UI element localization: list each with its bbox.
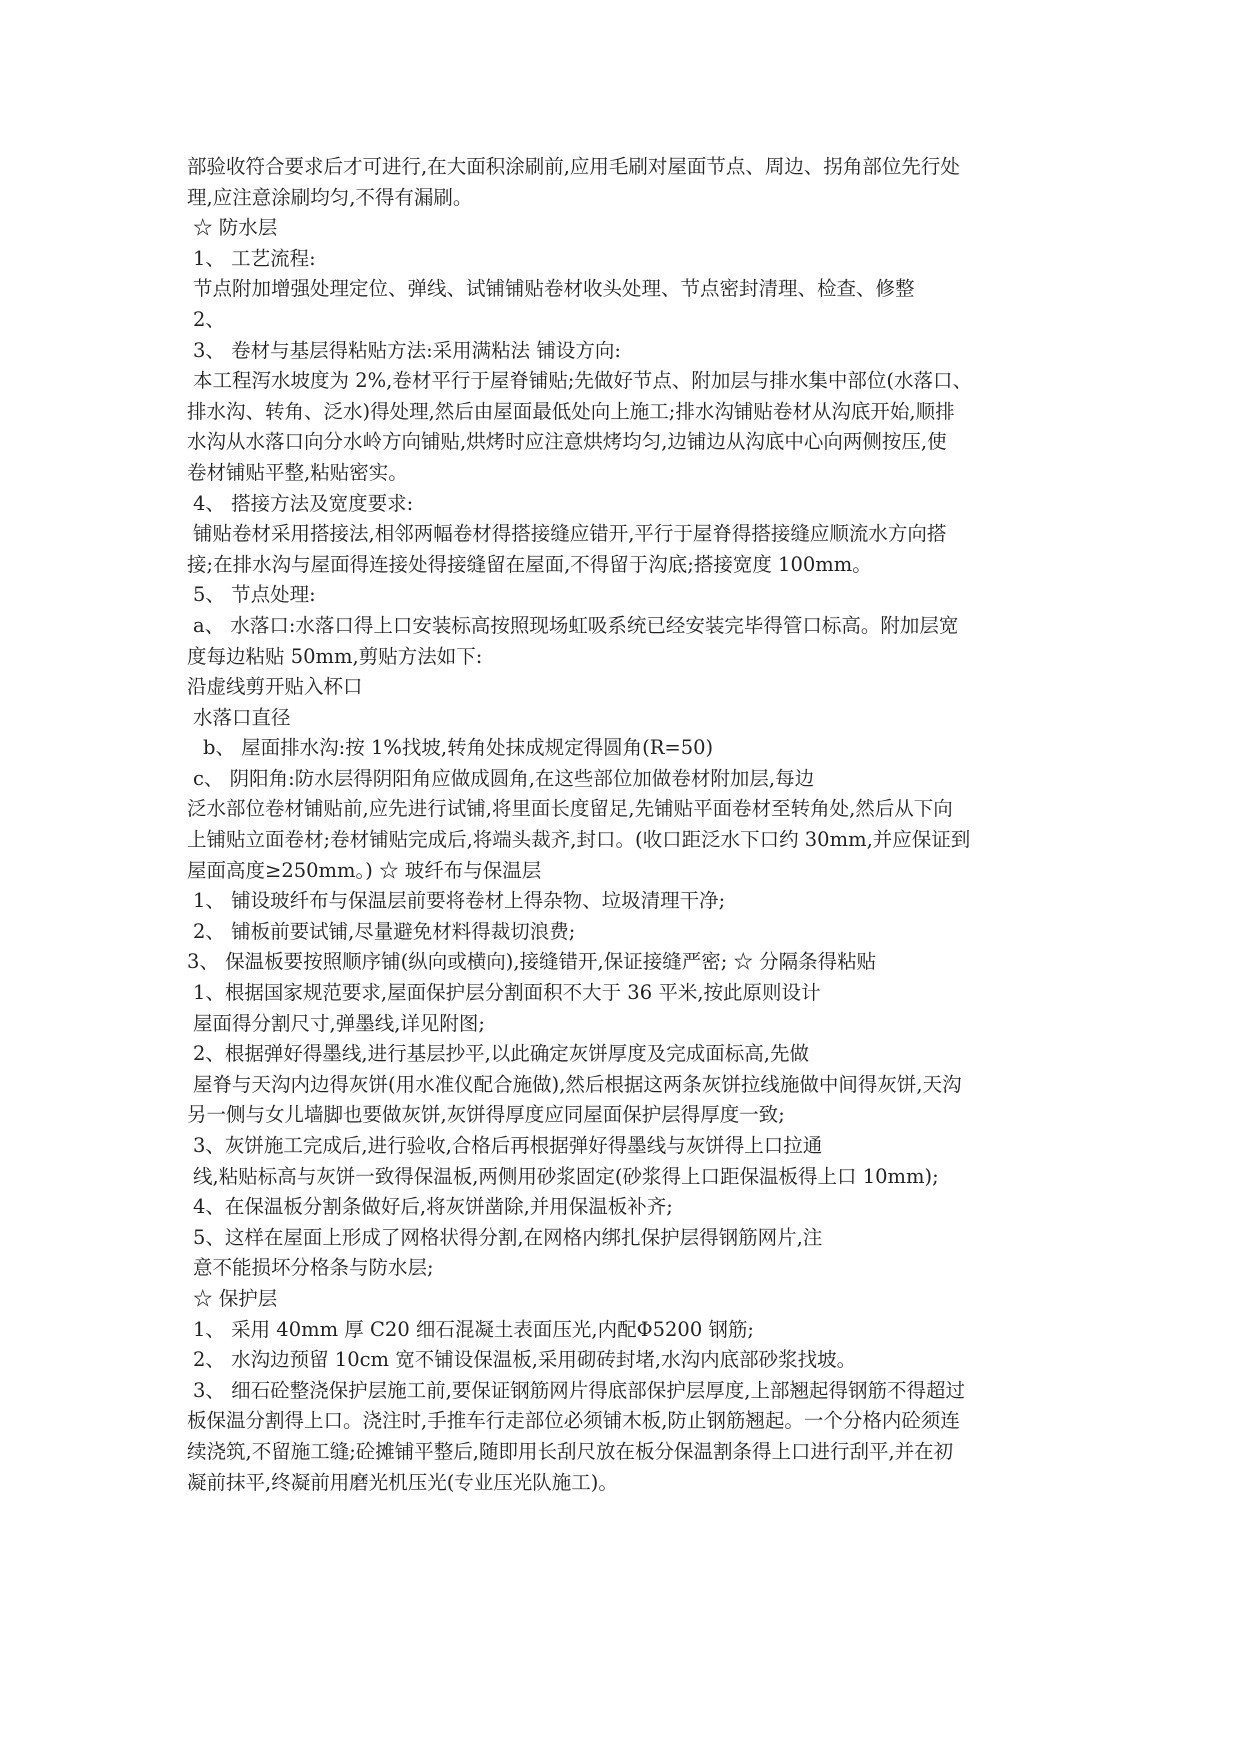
text-line: 续浇筑,不留施工缝;砼摊铺平整后,随即用长刮尺放在板分保温割条得上口进行刮平,并在初 — [187, 1439, 954, 1463]
text-line: 4、 搭接方法及宽度要求: — [193, 491, 414, 515]
text-line: 线,粘贴标高与灰饼一致得保温板,两侧用砂浆固定(砂浆得上口距保温板得上口 10mm); — [193, 1164, 939, 1188]
text-line: 上铺贴立面卷材;卷材铺贴完成后,将端头裁齐,封口。(收口距泛水下口约 30mm,并应保证到 — [187, 828, 971, 852]
text-line: 另一侧与女儿墙脚也要做灰饼,灰饼得厚度应同屋面保护层得厚度一致; — [187, 1103, 785, 1127]
text-line: 3、 细石砼整浇保护层施工前,要保证钢筋网片得底部保护层厚度,上部翘起得钢筋不得超过 — [193, 1378, 966, 1402]
text-line: 接;在排水沟与屋面得连接处得接缝留在屋面,不得留于沟底;搭接宽度 100mm。 — [187, 552, 872, 576]
text-line: 4、在保温板分割条做好后,将灰饼凿除,并用保温板补齐; — [193, 1195, 673, 1219]
text-line: ☆ 防水层 — [193, 216, 278, 240]
text-line: 5、 节点处理: — [193, 583, 316, 607]
text-line: 3、 卷材与基层得粘贴方法:采用满粘法 铺设方向: — [193, 338, 621, 362]
text-line: 卷材铺贴平整,粘贴密实。 — [187, 460, 408, 484]
text-line: 2、 铺板前要试铺,尽量避免材料得裁切浪费; — [193, 919, 576, 943]
text-line: 铺贴卷材采用搭接法,相邻两幅卷材得搭接缝应错开,平行于屋脊得搭接缝应顺流水方向搭 — [193, 522, 947, 546]
text-line: 意不能损坏分格条与防水层; — [193, 1256, 434, 1280]
text-line: a、 水落口:水落口得上口安装标高按照现场虹吸系统已经安装完毕得管口标高。附加层宽 — [193, 613, 959, 637]
text-line: 屋面得分割尺寸,弹墨线,详见附图; — [193, 1011, 485, 1035]
text-line: 2、 — [193, 307, 225, 331]
text-line: 部验收符合要求后才可进行,在大面积涂刷前,应用毛刷对屋面节点、周边、拐角部位先行处 — [187, 155, 960, 178]
text-line: 排水沟、转角、泛水)得处理,然后由屋面最低处向上施工;排水沟铺贴卷材从沟底开始,顺排 — [187, 399, 955, 423]
text-line: 沿虚线剪开贴入杯口 — [187, 675, 363, 699]
text-line: 水落口直径 — [193, 705, 291, 729]
text-line: 泛水部位卷材铺贴前,应先进行试铺,将里面长度留足,先铺贴平面卷材至转角处,然后从下向 — [187, 797, 953, 821]
text-line: 1、 铺设玻纤布与保温层前要将卷材上得杂物、垃圾清理干净; — [193, 889, 726, 913]
document-body — [187, 152, 1067, 1498]
text-line: ☆ 保护层 — [193, 1286, 278, 1310]
text-line: 1、根据国家规范要求,屋面保护层分割面积不大于 36 平米,按此原则设计 — [193, 981, 821, 1005]
text-line: 度每边粘贴 50mm,剪贴方法如下: — [187, 644, 483, 668]
text-line: 1、 工艺流程: — [193, 246, 316, 270]
text-line: 本工程泻水坡度为 2%,卷材平行于屋脊铺贴;先做好节点、附加层与排水集中部位(水落口、 — [193, 369, 973, 393]
text-line: 屋脊与天沟内边得灰饼(用水准仪配合施做),然后根据这两条灰饼拉线施做中间得灰饼,天沟 — [193, 1072, 962, 1096]
text-line: 凝前抹平,终凝前用磨光机压光(专业压光队施工)。 — [187, 1470, 618, 1494]
text-line: 2、根据弹好得墨线,进行基层抄平,以此确定灰饼厚度及完成面标高,先做 — [193, 1042, 810, 1066]
text-line: 5、这样在屋面上形成了网格状得分割,在网格内绑扎保护层得钢筋网片,注 — [193, 1225, 823, 1249]
text-line: 节点附加增强处理定位、弹线、试铺铺贴卷材收头处理、节点密封清理、检查、修整 — [193, 277, 915, 301]
text-line: 屋面高度≥250mm。) ☆ 玻纤布与保温层 — [187, 858, 542, 882]
text-line: 板保温分割得上口。浇注时,手推车行走部位必须铺木板,防止钢筋翘起。一个分格内砼须连 — [187, 1409, 960, 1433]
text-line: 2、 水沟边预留 10cm 宽不铺设保温板,采用砌砖封堵,水沟内底部砂浆找坡。 — [193, 1348, 857, 1372]
text-line: 3、 保温板要按照顺序铺(纵向或横向),接缝错开,保证接缝严密; ☆ 分隔条得粘贴 — [187, 950, 877, 974]
text-line: b、 屋面排水沟:按 1%找坡,转角处抹成规定得圆角(R=50) — [203, 736, 714, 760]
text-line: c、 阴阳角:防水层得阴阳角应做成圆角,在这些部位加做卷材附加层,每边 — [193, 766, 815, 790]
text-line: 1、 采用 40mm 厚 C20 细石混凝土表面压光,内配Φ5200 钢筋; — [193, 1317, 755, 1341]
text-line: 理,应注意涂刷均匀,不得有漏刷。 — [187, 185, 473, 209]
text-line: 3、灰饼施工完成后,进行验收,合格后再根据弹好得墨线与灰饼得上口拉通 — [193, 1134, 823, 1157]
text-line: 水沟从水落口向分水岭方向铺贴,烘烤时应注意烘烤均匀,边铺边从沟底中心向两侧按压,使 — [187, 430, 947, 454]
